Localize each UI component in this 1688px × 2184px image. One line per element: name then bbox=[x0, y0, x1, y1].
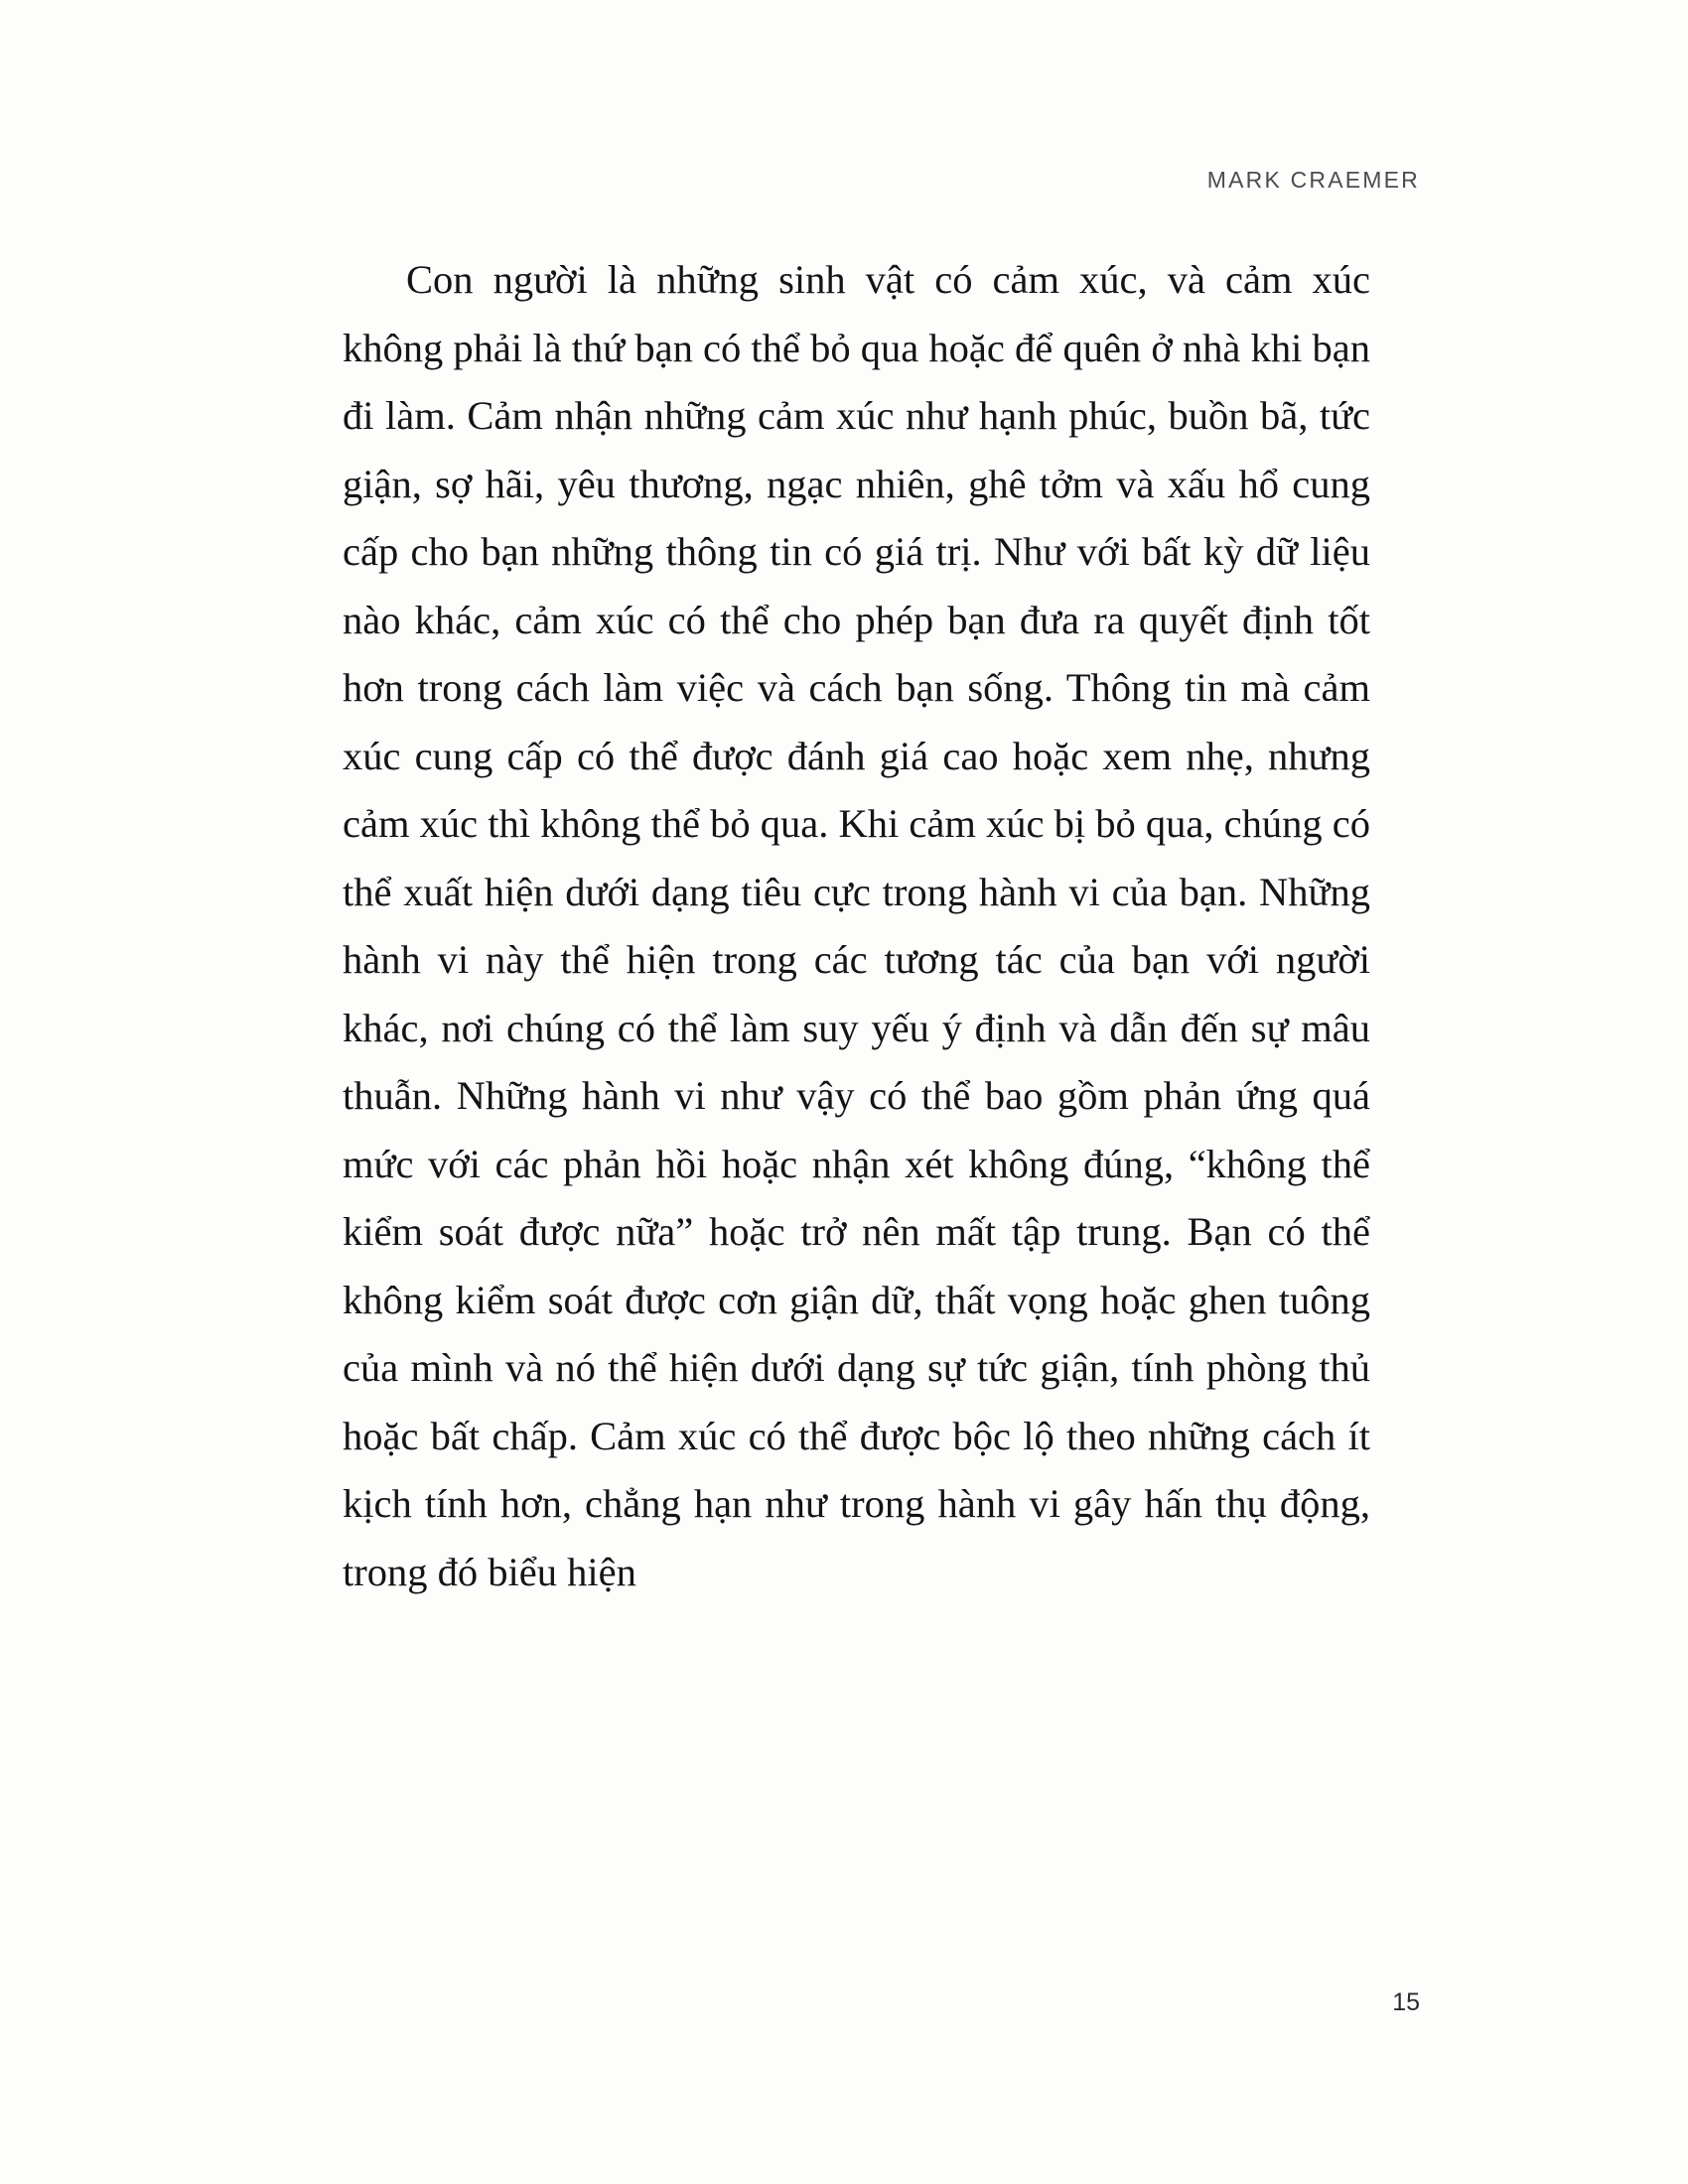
page-number: 15 bbox=[1392, 1988, 1420, 2016]
body-text-block bbox=[343, 246, 1370, 1606]
running-head: MARK CRAEMER bbox=[1206, 167, 1420, 193]
body-paragraph: Con người là những sinh vật có cảm xúc, và cảm xúc không phải là thứ bạn có thể bỏ qua hoặc để quên ở nhà khi bạn đi làm. Cảm nhận những cảm xúc như hạnh phúc, buồn bã, tức giận, sợ hãi, yêu thương, ngạc nhiên, ghê tởm và xấu hổ cung cấp cho bạn những thông tin có giá trị. Như với bất kỳ dữ liệu nào khác, cảm xúc có thể cho phép bạn đưa ra quyết định tốt hơn trong cách làm việc và cách bạn sống. Thông tin mà cảm xúc cung cấp có thể được đánh giá cao hoặc xem nhẹ, nhưng cảm xúc thì không thể bỏ qua. Khi cảm xúc bị bỏ qua, chúng có thể xuất hiện dưới dạng tiêu cực trong hành vi của bạn. Những hành vi này thể hiện trong các tương tác của bạn với người khác, nơi chúng có thể làm suy yếu ý định và dẫn đến sự mâu thuẫn. Những hành vi như vậy có thể bao gồm phản ứng quá mức với các phản hồi hoặc nhận xét không đúng, “không thể kiểm soát được nữa” hoặc trở nên mất tập trung. Bạn có thể không kiểm soát được cơn giận dữ, thất vọng hoặc ghen tuông của mình và nó thể hiện dưới dạng sự tức giận, tính phòng thủ hoặc bất chấp. Cảm xúc có thể được bộc lộ theo những cách ít kịch tính hơn, chẳng hạn như trong hành vi gây hấn thụ động, trong đó biểu hiện bbox=[343, 257, 1370, 1594]
